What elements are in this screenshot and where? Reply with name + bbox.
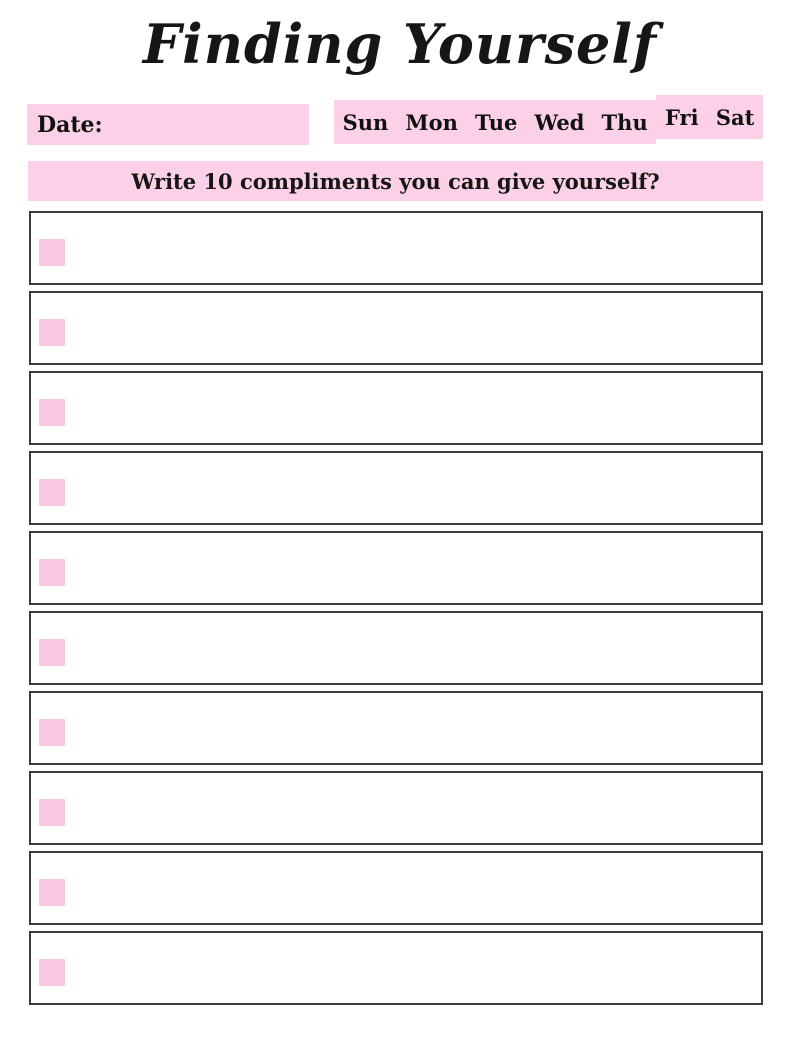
day-tue[interactable]: Tue	[466, 100, 526, 144]
bullet-square-icon	[39, 479, 65, 506]
day-fri[interactable]: Fri	[656, 95, 707, 139]
compliment-row[interactable]	[29, 851, 763, 925]
page-title: Finding Yourself	[142, 12, 658, 76]
day-wed[interactable]: Wed	[526, 100, 593, 144]
compliment-row[interactable]	[29, 451, 763, 525]
day-mon[interactable]: Mon	[397, 100, 467, 144]
compliment-row[interactable]	[29, 531, 763, 605]
bullet-square-icon	[39, 559, 65, 586]
bullet-square-icon	[39, 319, 65, 346]
day-sat[interactable]: Sat	[707, 95, 763, 139]
compliment-rows	[29, 211, 763, 1011]
compliment-row[interactable]	[29, 771, 763, 845]
compliment-row[interactable]	[29, 211, 763, 285]
bullet-square-icon	[39, 399, 65, 426]
bullet-square-icon	[39, 799, 65, 826]
day-thu[interactable]: Thu	[593, 100, 656, 144]
bullet-square-icon	[39, 719, 65, 746]
bullet-square-icon	[39, 959, 65, 986]
compliment-row[interactable]	[29, 371, 763, 445]
compliment-row[interactable]	[29, 931, 763, 1005]
date-label: Date:	[37, 111, 103, 138]
prompt-banner	[28, 161, 763, 201]
weekday-selector	[334, 100, 763, 148]
day-sun[interactable]: Sun	[334, 100, 397, 144]
bullet-square-icon	[39, 639, 65, 666]
compliment-row[interactable]	[29, 291, 763, 365]
prompt-question: Write 10 compliments you can give yourself?	[131, 168, 660, 194]
bullet-square-icon	[39, 879, 65, 906]
compliment-row[interactable]	[29, 691, 763, 765]
compliment-row[interactable]	[29, 611, 763, 685]
date-field[interactable]	[27, 104, 309, 145]
bullet-square-icon	[39, 239, 65, 266]
